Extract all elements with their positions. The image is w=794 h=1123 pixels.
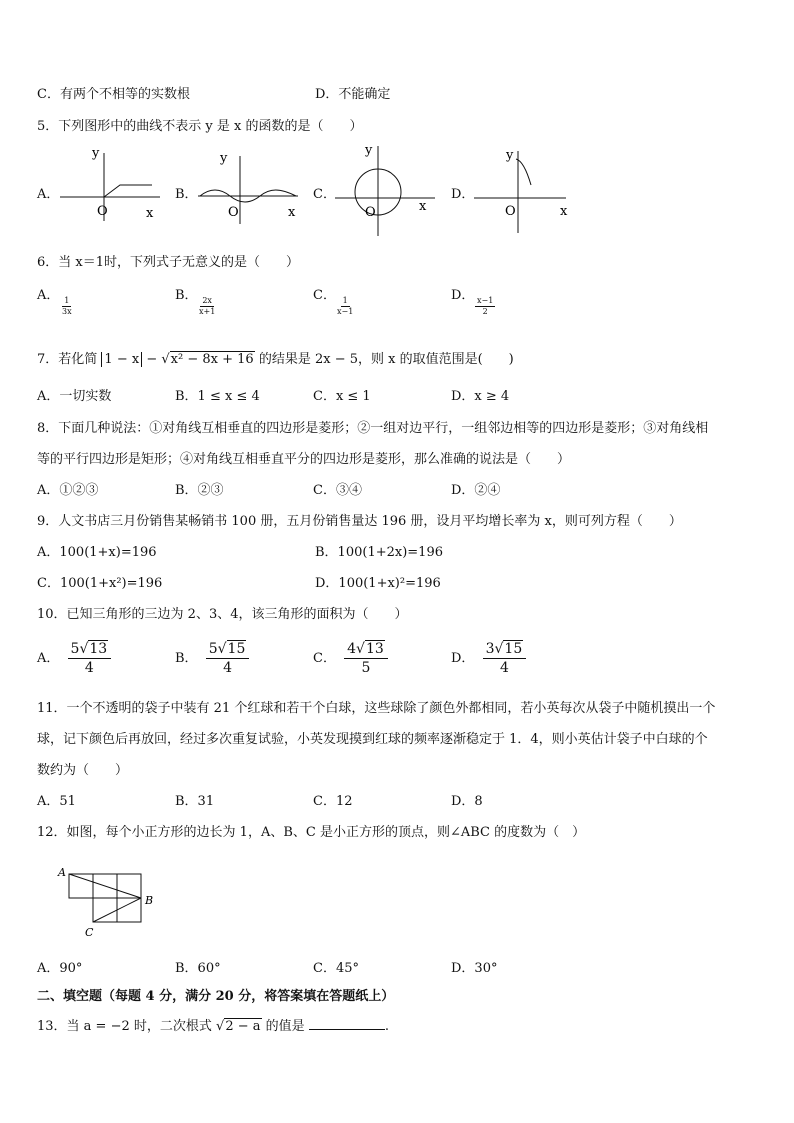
- q5-graph-b: [198, 148, 308, 228]
- q5-label-c: C．: [313, 187, 336, 202]
- q7-abs: 1 − x: [101, 352, 142, 367]
- svg-text:y: y: [506, 148, 514, 163]
- q13-sqrt: √2 − a: [216, 1019, 261, 1034]
- section-2-heading: 二、填空题（每题 4 分，满分 20 分，将答案填在答题纸上）: [37, 989, 395, 1004]
- q5-graph-d: [474, 145, 574, 235]
- q5-label-d: D．: [451, 187, 475, 202]
- q11-option-d: D．8: [451, 794, 483, 809]
- q11-option-b: B．31: [175, 794, 215, 809]
- svg-text:O: O: [97, 204, 108, 219]
- svg-text:x: x: [419, 199, 427, 214]
- q6-stem: 6．当 x＝1时，下列式子无意义的是（ ）: [37, 255, 300, 270]
- svg-text:y: y: [220, 151, 228, 166]
- q6-frac-a: $\frac{1}{3x}$: [62, 296, 72, 316]
- q7-stem: 7．若化简 1 − x − √x² − 8x + 16 的结果是 2x − 5，则 x 的取值范围是( ): [37, 352, 514, 367]
- q11-option-a: A．51: [37, 794, 76, 809]
- q6-option-d: D．: [451, 288, 475, 303]
- q12-point-b: B: [145, 894, 154, 907]
- q8-option-a: A．①②③: [37, 483, 99, 498]
- q12-point-a: A: [58, 866, 66, 879]
- svg-text:O: O: [228, 205, 239, 220]
- q13-stem: 13．当 a = −2 时，二次根式 √2 − a 的值是 .: [37, 1019, 389, 1034]
- q8-line2: 等的平行四边形是矩形；④对角线互相垂直平分的四边形是菱形，那么准确的说法是（ ）: [37, 452, 571, 467]
- q7-sqrt: √x² − 8x + 16: [161, 352, 254, 367]
- q6-option-b: B．: [175, 288, 198, 303]
- q9-option-d: D．100(1+x)²=196: [315, 576, 441, 591]
- q9-option-b: B．100(1+2x)=196: [315, 545, 443, 560]
- q12-grid-figure: [55, 862, 165, 942]
- q12-option-d: D．30°: [451, 961, 498, 976]
- svg-text:y: y: [365, 143, 373, 158]
- q12-stem: 12．如图，每个小正方形的边长为 1，A、B、C 是小正方形的顶点，则∠ABC 的度数为（ ）: [37, 825, 586, 840]
- q10-option-b: B． $\frac{5√15}{4}$: [175, 640, 249, 677]
- q12-point-c: C: [85, 926, 94, 939]
- q5-label-b: B．: [175, 187, 198, 202]
- q13-answer-blank[interactable]: [309, 1017, 385, 1030]
- q11-line1: 11．一个不透明的袋子中装有 21 个红球和若干个白球，这些球除了颜色外都相同，若小英每次从袋子中随机摸出一个: [37, 701, 716, 716]
- svg-text:O: O: [365, 205, 376, 220]
- q6-frac-c: $\frac{1}{x-1}$: [337, 296, 354, 316]
- q9-option-c: C．100(1+x²)=196: [37, 576, 163, 591]
- q12-option-c: C．45°: [313, 961, 359, 976]
- svg-text:x: x: [146, 206, 154, 221]
- q7-option-b: B．1 ≤ x ≤ 4: [175, 389, 260, 404]
- q8-option-c: C．③④: [313, 483, 362, 498]
- q11-option-c: C．12: [313, 794, 353, 809]
- svg-text:x: x: [288, 205, 296, 220]
- q6-frac-b: $\frac{2x}{x+1}$: [199, 296, 216, 316]
- q11-line2: 球，记下颜色后再放回，经过多次重复试验，小英发现摸到红球的频率逐渐稳定于 1．4，则小英估计袋子中白球的个: [37, 732, 708, 747]
- svg-text:y: y: [92, 146, 100, 161]
- svg-text:O: O: [505, 204, 516, 219]
- q7-option-c: C．x ≤ 1: [313, 389, 371, 404]
- q10-option-c: C． $\frac{4√13}{5}$: [313, 640, 388, 677]
- q7-option-d: D．x ≥ 4: [451, 389, 510, 404]
- q5-stem: 5．下列图形中的曲线不表示 y 是 x 的函数的是（ ）: [37, 119, 363, 134]
- q12-option-b: B．60°: [175, 961, 221, 976]
- q6-option-a: A．: [37, 288, 60, 303]
- q4-option-c: C．有两个不相等的实数根: [37, 87, 190, 102]
- q8-option-b: B．②③: [175, 483, 224, 498]
- q6-frac-d: $\frac{x-1}{2}$: [477, 296, 494, 316]
- q5-label-a: A．: [37, 187, 60, 202]
- q5-graph-c: [335, 140, 445, 240]
- q7-option-a: A．一切实数: [37, 389, 112, 404]
- q10-option-d: D． $\frac{3√15}{4}$: [451, 640, 526, 677]
- q9-stem: 9．人文书店三月份销售某畅销书 100 册，五月份销售量达 196 册，设月平均增长率为 x，则可列方程（ ）: [37, 514, 682, 529]
- q8-option-d: D．②④: [451, 483, 501, 498]
- svg-text:x: x: [560, 204, 568, 219]
- q6-option-c: C．: [313, 288, 336, 303]
- q8-line1: 8．下面几种说法：①对角线互相垂直的四边形是菱形；②一组对边平行，一组邻边相等的四边形是菱形；③对角线相: [37, 421, 709, 436]
- q10-stem: 10．已知三角形的三边为 2、3、4，该三角形的面积为（ ）: [37, 607, 408, 622]
- q9-option-a: A．100(1+x)=196: [37, 545, 157, 560]
- q4-option-d: D．不能确定: [315, 87, 391, 102]
- q12-option-a: A．90°: [37, 961, 83, 976]
- q5-graph-a: [60, 145, 170, 225]
- q11-line3: 数约为（ ）: [37, 763, 129, 778]
- q10-option-a: A． $\frac{5√13}{4}$: [37, 640, 111, 677]
